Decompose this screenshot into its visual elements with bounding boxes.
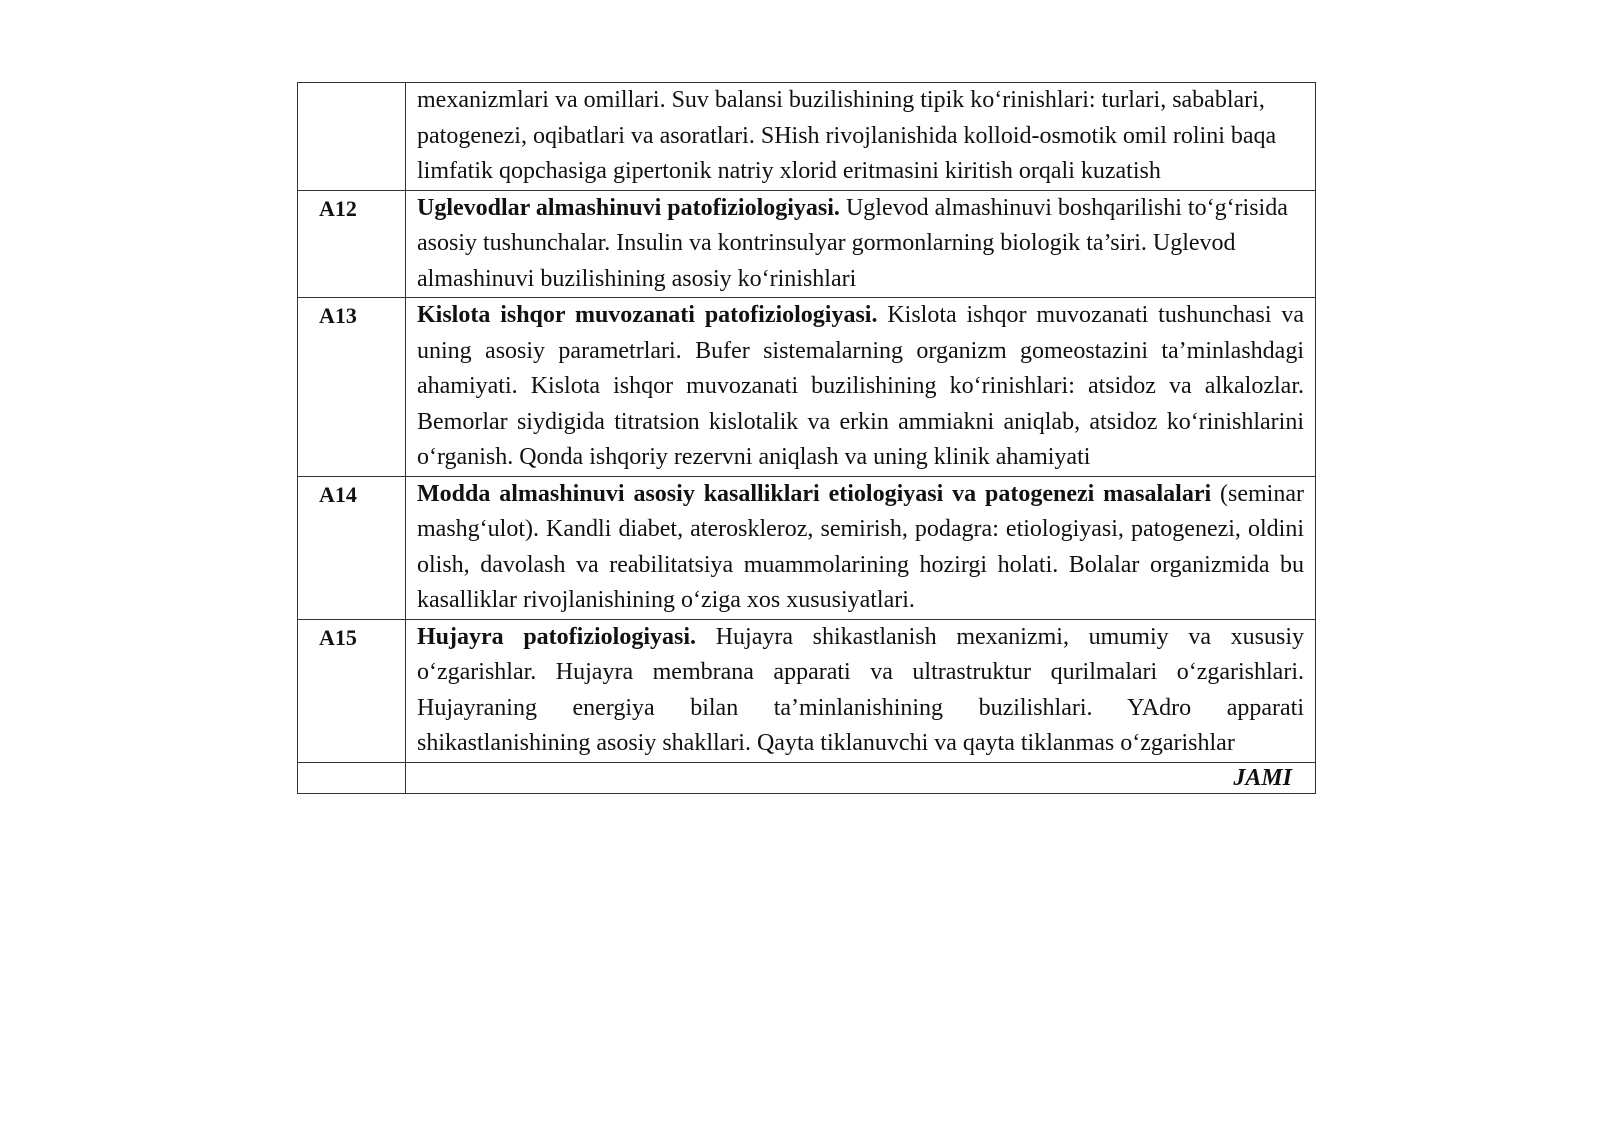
table-row xyxy=(298,83,1316,191)
lesson-description xyxy=(406,298,1316,477)
table-row xyxy=(298,298,1316,477)
lesson-code xyxy=(298,83,406,191)
lesson-code: A14 xyxy=(298,476,406,619)
lesson-text: Uglevod almashinuvi boshqarilishi to‘g‘risida asosiy tushunchalar. Insulin va kontrinsulyar gormonlarning biologik ta’siri. Uglevod almashinuvi buzilishining asosiy ko‘rinishlari xyxy=(417,194,1288,292)
lesson-text: Hujayra shikastlanish mexanizmi, umumiy va xususiy o‘zgarishlar. Hujayra membrana apparati va ultrastruktur qurilmalari o‘zgarishlari. Hujayraning energiya bilan ta’minlanishining buzilishlari. YAdro apparati shikastlanishining asosiy shakllari. Qayta tiklanuvchi va qayta tiklanmas o‘zgarishlar xyxy=(417,623,1304,756)
table-row xyxy=(298,619,1316,762)
total-code-cell xyxy=(298,762,406,793)
table-row xyxy=(298,190,1316,298)
lesson-text: Kislota ishqor muvozanati tushunchasi va uning asosiy parametrlari. Bufer sistemalarning organizm gomeostazini ta’minlashdagi ahamiyati. Kislota ishqor muvozanati buzilishining ko‘rinishlari: atsidoz va alkalozlar. Bemorlar siydigida titratsion kislotalik va erkin ammiakni aniqlab, atsidoz ko‘rinishlarini o‘rganish. Qonda ishqoriy rezervni aniqlash va uning klinik ahamiyati xyxy=(417,302,1305,470)
syllabus-table xyxy=(297,82,1316,794)
lesson-topic: Kislota ishqor muvozanati patofiziologiyasi. xyxy=(417,302,878,328)
lesson-description xyxy=(406,476,1316,619)
lesson-topic: Uglevodlar almashinuvi patofiziologiyasi. xyxy=(417,194,840,221)
lesson-code: A12 xyxy=(298,190,406,298)
lesson-topic: Modda almashinuvi asosiy kasalliklari etiologiyasi va patogenezi masalalari xyxy=(417,480,1212,507)
total-row xyxy=(298,762,1316,793)
lesson-description xyxy=(406,83,1316,191)
lesson-description xyxy=(406,619,1316,762)
table-row xyxy=(298,476,1316,619)
lesson-topic: Hujayra patofiziologiyasi. xyxy=(417,623,697,650)
lesson-code: A13 xyxy=(298,298,406,477)
lesson-text: (seminar mashg‘ulot). Kandli diabet, ateroskleroz, semirish, podagra: etiologiyasi, patogenezi, oldini olish, davolash va reabilitatsiya muammolarining hozirgi holati. Bolalar organizmida bu kasalliklar rivojlanishining o‘ziga xos xususiyatlari. xyxy=(417,480,1304,613)
lesson-code: A15 xyxy=(298,619,406,762)
lesson-text: mexanizmlari va omillari. Suv balansi buzilishining tipik ko‘rinishlari: turlari, sabablari, patogenezi, oqibatlari va asoratlari. SHish rivojlanishida kolloid-osmotik omil rolini baqa limfatik qopchasiga gipertonik natriy xlorid eritmasini kiritish orqali kuzatish xyxy=(417,87,1277,184)
total-label: JAMI xyxy=(406,762,1316,793)
lesson-description xyxy=(406,190,1316,298)
